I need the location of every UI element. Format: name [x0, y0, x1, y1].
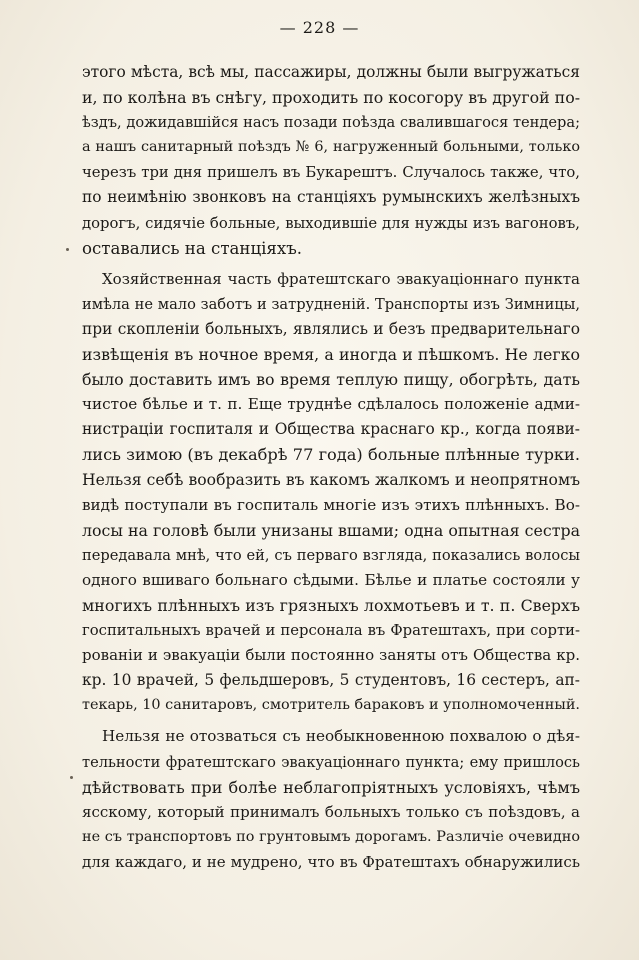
text-line: ѣздъ, дожидавшійся насъ позади поѣзда свалившагося тендера;	[82, 114, 580, 132]
text-line: кр. 10 врачей, 5 фельдшеровъ, 5 студентовъ, 16 сестеръ, ап-	[82, 671, 580, 690]
text-line: видѣ поступали въ госпиталь многіе изъ этихъ плѣнныхъ. Во-	[82, 495, 580, 514]
text-line: оставались на станціяхъ.	[82, 238, 303, 258]
text-line: при скопленіи больныхъ, являлись и безъ предварительнаго	[82, 319, 580, 338]
text-line: Нельзя себѣ вообразить въ какомъ жалкомъ и неопрятномъ	[82, 470, 580, 489]
text-line: одного вшиваго больнаго сѣдыми. Бѣлье и платье состояли у	[82, 570, 580, 589]
text-line: для каждаго, и не мудрено, что въ Фратештахъ обнаружились	[82, 852, 580, 871]
text-line: тельности фратештскаго эвакуаціоннаго пункта; ему пришлось	[82, 753, 580, 771]
text-line: черезъ три дня пришелъ въ Букарештъ. Случалось также, что,	[82, 164, 580, 182]
text-line: передавала мнѣ, что ей, съ перваго взгляда, показались волосы	[82, 546, 580, 564]
text-line: госпитальныхъ врачей и персонала въ Фратештахъ, при сорти-	[82, 622, 580, 640]
text-line: этого мѣста, всѣ мы, пассажиры, должны были выгружаться	[82, 63, 580, 81]
paper-speck	[66, 248, 69, 251]
text-line: ясскому, который принималъ больныхъ только съ поѣздовъ, а	[82, 802, 580, 821]
text-line: и, по колѣна въ снѣгу, проходить по косогору въ другой по-	[82, 88, 580, 108]
page-number: — 228 —	[279, 18, 360, 37]
text-line: лись зимою (въ декабрѣ 77 года) больные плѣнные турки.	[82, 445, 580, 465]
text-line: не съ транспортовъ по грунтовымъ дорогамъ. Различіе очевидно	[82, 828, 580, 845]
paragraph	[82, 724, 580, 875]
text-line: Нельзя не отозваться съ необыкновенною похвалою о дѣя-	[102, 727, 580, 746]
text-line: Хозяйственная часть фратештскаго эвакуаціоннаго пункта	[102, 269, 580, 288]
text-line: рованіи и эвакуаціи были постоянно заняты отъ Общества кр.	[82, 646, 580, 665]
text-line: текарь, 10 санитаровъ, смотритель бараковъ и уполномоченный.	[82, 697, 580, 714]
text-line: по неимѣнію звонковъ на станціяхъ румынскихъ желѣзныхъ	[82, 188, 580, 207]
text-line: а нашъ санитарный поѣздъ № 6, нагруженный больными, только	[82, 139, 580, 156]
text-line: многихъ плѣнныхъ изъ грязныхъ лохмотьевъ и т. п. Сверхъ	[82, 595, 580, 615]
text-line: лосы на головѣ были унизаны вшами; одна опытная сестра	[82, 520, 580, 540]
page-body-text	[82, 60, 580, 875]
text-line: было доставить имъ во время теплую пищу, обогрѣть, дать	[82, 370, 580, 390]
text-line: извѣщенія въ ночное время, а иногда и пѣшкомъ. Не легко	[82, 345, 580, 365]
paragraph	[82, 267, 580, 719]
text-line: имѣла не мало заботъ и затрудненій. Транспорты изъ Зимницы,	[82, 295, 580, 313]
text-line: нистраціи госпиталя и Общества краснаго кр., когда появи-	[82, 420, 580, 439]
text-line: дорогъ, сидячіе больные, выходившіе для нужды изъ вагоновъ,	[82, 214, 580, 232]
text-line: дѣйствовать при болѣе неблагопріятныхъ условіяхъ, чѣмъ	[82, 777, 580, 797]
text-line: чистое бѣлье и т. п. Еще труднѣе сдѣлалось положеніе адми-	[82, 395, 580, 414]
paragraph	[82, 60, 580, 261]
paper-speck	[70, 776, 73, 779]
